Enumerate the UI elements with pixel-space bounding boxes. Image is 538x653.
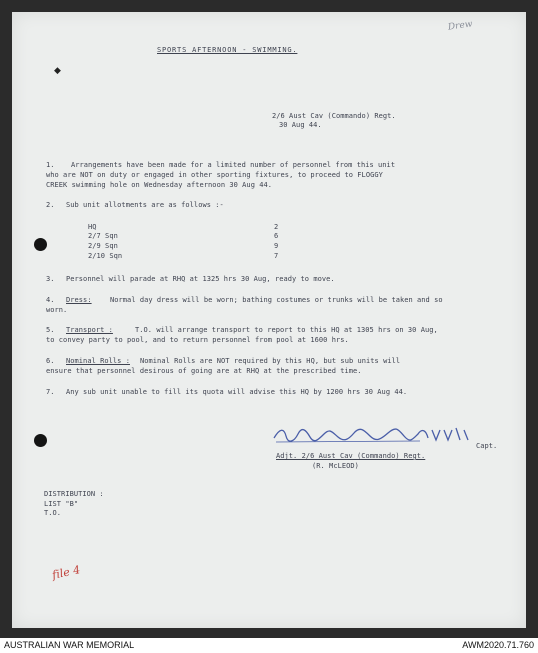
para1-number: 1. <box>46 161 55 169</box>
para2-text: Sub unit allotments are as follows :- <box>66 201 224 209</box>
footer-accession-number: AWM2020.71.760 <box>462 640 534 650</box>
punch-hole-bottom <box>34 434 47 447</box>
allotment-count: 6 <box>274 232 279 240</box>
para4-line: worn. <box>46 306 68 314</box>
para1-line: CREEK swimming hole on Wednesday afternoon 30 Aug 44. <box>46 181 273 189</box>
punch-hole-top <box>34 238 47 251</box>
signature-name: (R. McLEOD) <box>312 462 359 470</box>
archive-footer <box>0 638 538 653</box>
para6-line: ensure that personnel desirous of going are at RHQ at the prescribed time. <box>46 367 362 375</box>
signature-line: Adjt. 2/6 Aust Cav (Commando) Regt. <box>276 452 426 460</box>
para4-line: Normal day dress will be worn; bathing costumes or trunks will be taken and so <box>110 296 443 304</box>
para2-number: 2. <box>46 201 55 209</box>
unit-header: 2/6 Aust Cav (Commando) Regt. <box>272 112 396 120</box>
para6-number: 6. <box>46 357 55 365</box>
para3-number: 3. <box>46 275 55 283</box>
handwritten-file-note: file 4 <box>50 563 82 582</box>
allotment-unit: 2/7 Sqn <box>88 232 118 240</box>
allotment-count: 9 <box>274 242 279 250</box>
para4-heading: Dress: <box>66 296 92 304</box>
allotment-unit: HQ <box>88 223 97 231</box>
scan-speck: ◆ <box>54 66 61 76</box>
para6-heading: Nominal Rolls : <box>66 357 130 365</box>
distribution-heading: DISTRIBUTION : <box>44 490 104 498</box>
footer-institution: AUSTRALIAN WAR MEMORIAL <box>4 640 135 650</box>
para7-number: 7. <box>46 388 55 396</box>
allotment-unit: 2/10 Sqn <box>88 252 123 260</box>
distribution-item: LIST "B" <box>44 500 79 508</box>
para6-line: Nominal Rolls are NOT required by this HQ, but sub units will <box>140 357 401 365</box>
document-title: SPORTS AFTERNOON - SWIMMING. <box>157 46 298 54</box>
allotment-count: 7 <box>274 252 279 260</box>
para5-line: to convey party to pool, and to return personnel from pool at 1600 hrs. <box>46 336 349 344</box>
corner-note: Drew <box>447 19 474 33</box>
para1-line: who are NOT on duty or engaged in other sporting fixtures, to proceed to FLOGGY <box>46 171 383 179</box>
para5-number: 5. <box>46 326 55 334</box>
para7-text: Any sub unit unable to fill its quota will advise this HQ by 1200 hrs 30 Aug 44. <box>66 388 408 396</box>
distribution-item: T.O. <box>44 509 62 517</box>
date-header: 30 Aug 44. <box>279 121 322 129</box>
para4-number: 4. <box>46 296 55 304</box>
allotment-count: 2 <box>274 223 279 231</box>
allotment-unit: 2/9 Sqn <box>88 242 118 250</box>
para3-text: Personnel will parade at RHQ at 1325 hrs 30 Aug, ready to move. <box>66 275 335 283</box>
para1-line: Arrangements have been made for a limited number of personnel from this unit <box>71 161 396 169</box>
handwritten-signature <box>270 424 480 446</box>
document-page <box>12 12 526 628</box>
para5-heading: Transport : <box>66 326 113 334</box>
signature-rank: Capt. <box>476 442 498 450</box>
para5-line: T.O. will arrange transport to report to this HQ at 1305 hrs on 30 Aug, <box>135 326 438 334</box>
